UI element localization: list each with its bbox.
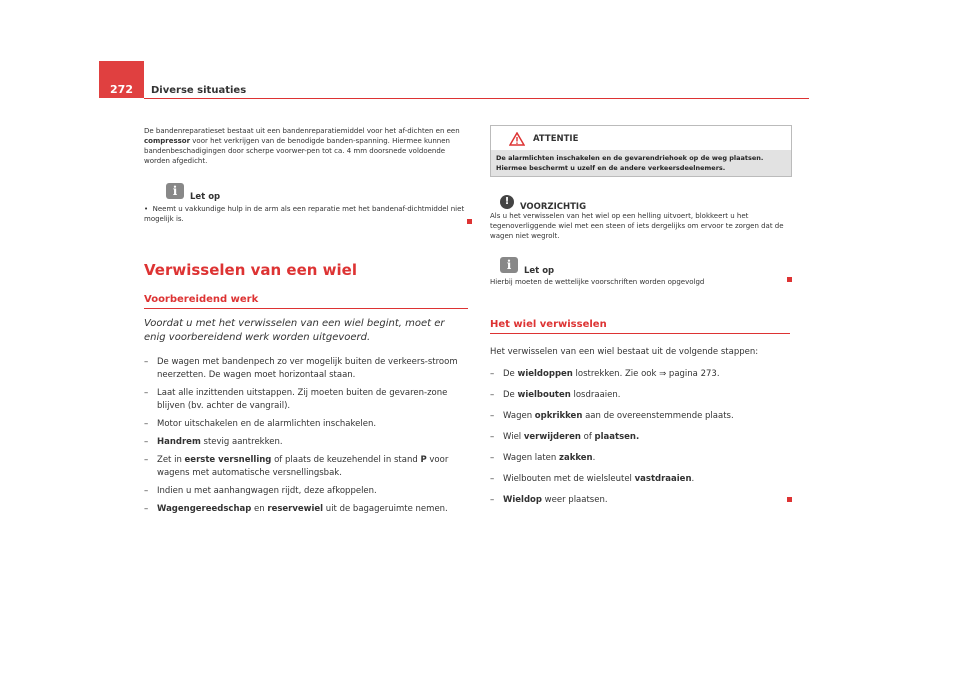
subsection-heading: Het wiel verwisselen bbox=[490, 319, 607, 330]
steps-intro: Het verwisselen van een wiel bestaat uit de volgende stappen: bbox=[490, 347, 759, 357]
intro-text: Voordat u met het verwisselen van een wiel begint, moet er enig voorbereidend werk worden uitgevoerd. bbox=[144, 318, 445, 343]
list-item: – De wielbouten losdraaien. bbox=[490, 389, 790, 402]
section-end-marker bbox=[787, 497, 792, 502]
attention-box bbox=[490, 125, 792, 177]
list-item: – Motor uitschakelen en de alarmlichten inschakelen. bbox=[144, 418, 468, 431]
list-item: – Indien u met aanhangwagen rijdt, deze afkoppelen. bbox=[144, 485, 468, 498]
subsection-heading-block bbox=[490, 319, 790, 334]
note-text: Hierbij moeten de wettelijke voorschriften worden opgevolgd bbox=[490, 278, 705, 286]
attention-heading: ATTENTIE bbox=[491, 126, 791, 150]
attention-text: De alarmlichten inschakelen en de gevarendriehoek op de weg plaatsen. Hiermee beschermt u uzelf en de andere verkeersdeelnemers. bbox=[491, 150, 791, 176]
subsection-rule bbox=[144, 308, 468, 309]
list-item: – Wieldop weer plaatsen. bbox=[490, 494, 790, 507]
section-end-marker bbox=[467, 219, 472, 224]
page-number: 272 bbox=[110, 83, 133, 96]
list-item: – Wagengereedschap en reservewiel uit de bagageruimte nemen. bbox=[144, 503, 468, 516]
list-item: – Zet in eerste versnelling of plaats de keuzehendel in stand P voor wagens met automatische versnellingsbak. bbox=[144, 454, 468, 480]
preparation-list bbox=[144, 356, 468, 521]
header-rule bbox=[144, 98, 809, 99]
list-item: – Laat alle inzittenden uitstappen. Zij moeten buiten de gevaren-zone blijven (bv. achter de vangrail). bbox=[144, 387, 468, 413]
info-icon: i bbox=[500, 257, 518, 273]
wheel-change-steps bbox=[490, 368, 790, 515]
repair-kit-paragraph: De bandenreparatieset bestaat uit een bandenreparatiemiddel voor het af-dichten en een compressor voor het verkrijgen van de benodigde banden-spanning. Hiermee kunnen bandenbeschadigingen door scherpe voorwer-pen tot ca. 4 mm doorsnede voldoende worden afgedicht. bbox=[144, 127, 460, 165]
page-number-box bbox=[99, 61, 144, 98]
list-item: – Wagen opkrikken aan de overeenstemmende plaats. bbox=[490, 410, 790, 423]
note-text: • Neemt u vakkundige hulp in de arm als een reparatie met het bandenaf-dichtmiddel niet mogelijk is. bbox=[144, 205, 465, 223]
list-item: – Wagen laten zakken. bbox=[490, 452, 790, 465]
section-end-marker bbox=[787, 277, 792, 282]
note-heading: i Let op bbox=[166, 180, 220, 202]
list-item: – Handrem stevig aantrekken. bbox=[144, 436, 468, 449]
chapter-title: Diverse situaties bbox=[151, 85, 247, 96]
list-item: – De wieldoppen lostrekken. Zie ook ⇒ pagina 273. bbox=[490, 368, 790, 381]
list-item: – Wiel verwijderen of plaatsen. bbox=[490, 431, 790, 444]
subsection-rule bbox=[490, 333, 790, 334]
list-item: – De wagen met bandenpech zo ver mogelijk buiten de verkeers-stroom neerzetten. De wagen moet horizontaal staan. bbox=[144, 356, 468, 382]
list-item: – Wielbouten met de wielsleutel vastdraaien. bbox=[490, 473, 790, 486]
warning-triangle-icon bbox=[509, 132, 525, 146]
caution-text: Als u het verwisselen van het wiel op een helling uitvoert, blokkeert u het tegenoverliggende wiel met een steen of iets dergelijks om ervoor te zorgen dat de wagen niet wegrolt. bbox=[490, 212, 784, 240]
info-icon: i bbox=[166, 183, 184, 199]
section-heading: Verwisselen van een wiel bbox=[144, 261, 357, 279]
caution-heading: ! VOORZICHTIG bbox=[500, 192, 586, 212]
subsection-heading-block bbox=[144, 294, 468, 309]
exclamation-icon: ! bbox=[500, 195, 514, 209]
subsection-heading: Voorbereidend werk bbox=[144, 294, 259, 305]
note-heading: i Let op bbox=[500, 254, 554, 276]
